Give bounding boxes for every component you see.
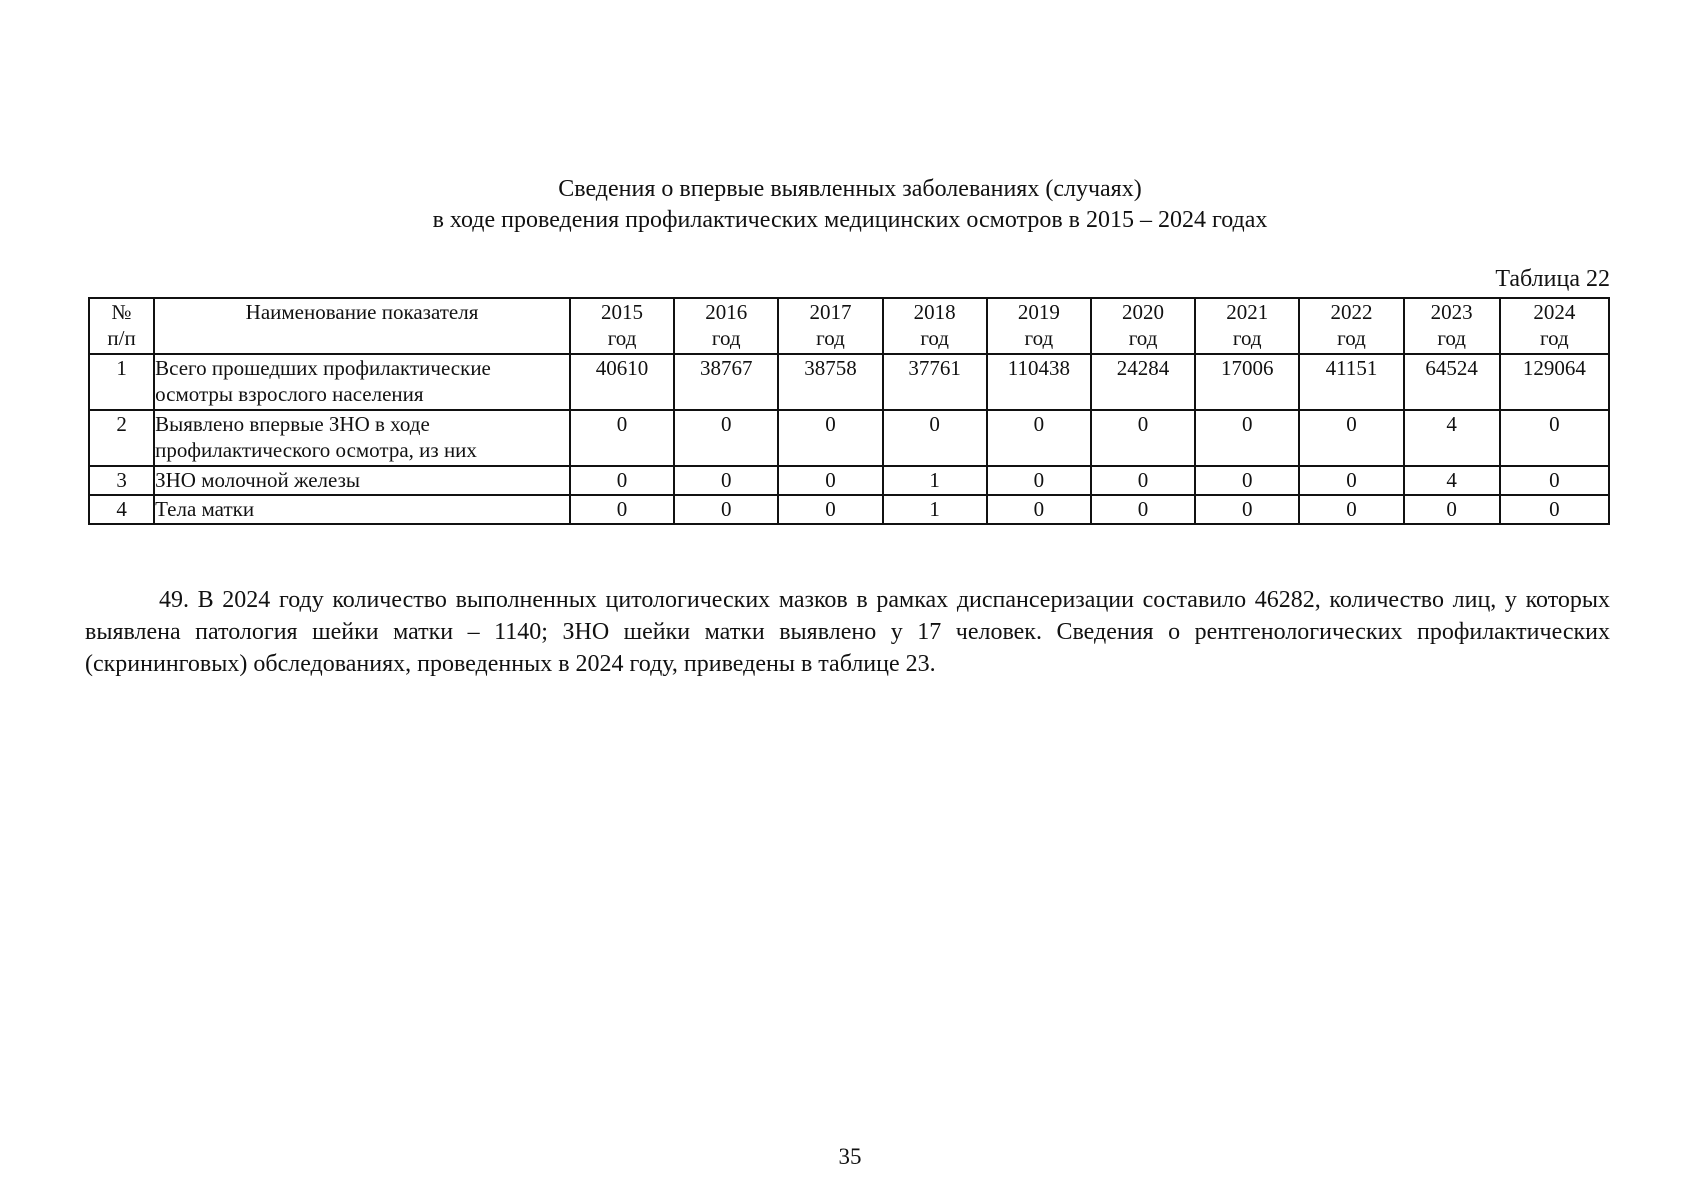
- header-year-suffix: год: [1540, 326, 1569, 350]
- header-year: 2015: [601, 300, 644, 324]
- value-cell: 4: [1404, 466, 1500, 495]
- row-indicator-name: Всего прошедших профилактические осмотры взрослого населения: [154, 354, 570, 410]
- header-year-suffix: год: [816, 326, 845, 350]
- value-cell: 24284: [1091, 354, 1195, 410]
- value-cell: 110438: [987, 354, 1091, 410]
- value-cell: 0: [1195, 466, 1299, 495]
- value-cell: 0: [1404, 495, 1500, 524]
- value-cell: 0: [987, 495, 1091, 524]
- row-number: 2: [89, 410, 154, 466]
- value-cell: 17006: [1195, 354, 1299, 410]
- value-cell: 40610: [570, 354, 674, 410]
- header-pp: п/п: [107, 326, 136, 350]
- value-cell: 0: [570, 466, 674, 495]
- document-title-line-2: в ходе проведения профилактических медицинских осмотров в 2015 – 2024 годах: [432, 207, 1268, 233]
- value-cell: 0: [1299, 495, 1403, 524]
- value-cell: 0: [1091, 466, 1195, 495]
- value-cell: 38758: [778, 354, 882, 410]
- header-year-suffix: год: [607, 326, 637, 350]
- row-indicator-name: Выявлено впервые ЗНО в ходе профилактического осмотра, из них: [154, 410, 570, 466]
- table-label: Таблица 22: [1495, 266, 1610, 292]
- data-table: [88, 297, 1610, 525]
- header-year: 2023: [1430, 300, 1473, 324]
- header-year-2022: [1299, 298, 1403, 354]
- value-cell: 0: [883, 410, 987, 466]
- value-cell: 0: [778, 466, 882, 495]
- row-number: 1: [89, 354, 154, 410]
- header-year-suffix: год: [711, 326, 741, 350]
- header-year: 2022: [1330, 300, 1373, 324]
- table-row: [89, 354, 1609, 410]
- header-year-suffix: год: [1232, 326, 1262, 350]
- row-indicator-name: ЗНО молочной железы: [154, 466, 570, 495]
- value-cell: 37761: [883, 354, 987, 410]
- header-year-suffix: год: [1337, 326, 1366, 350]
- header-year: 2018: [913, 300, 956, 324]
- value-cell: 0: [1500, 466, 1609, 495]
- value-cell: 0: [778, 495, 882, 524]
- table-row: [89, 466, 1609, 495]
- header-year: 2019: [1017, 300, 1060, 324]
- value-cell: 0: [987, 466, 1091, 495]
- document-title-line-1: Сведения о впервые выявленных заболеваниях (случаях): [558, 176, 1142, 202]
- value-cell: 1: [883, 466, 987, 495]
- row-indicator-name: Тела матки: [154, 495, 570, 524]
- row-number: 3: [89, 466, 154, 495]
- value-cell: 1: [883, 495, 987, 524]
- value-cell: 0: [1500, 410, 1609, 466]
- page-number: 35: [838, 1144, 862, 1169]
- value-cell: 0: [1091, 410, 1195, 466]
- table-header-row: [89, 298, 1609, 354]
- header-year-2019: [987, 298, 1091, 354]
- table-row: [89, 410, 1609, 466]
- body-paragraph: 49. В 2024 году количество выполненных цитологических мазков в рамках диспансеризации составило 46282, количество лиц, у которых выявлена патология шейки матки – 1140; ЗНО шейки матки выявлено у 17 человек. Сведения о рентгенологических профилактических (скрининговых) обследованиях, проведенных в 2024 году, приведены в таблице 23.: [85, 587, 1610, 677]
- value-cell: 0: [674, 410, 778, 466]
- value-cell: 0: [778, 410, 882, 466]
- value-cell: 38767: [674, 354, 778, 410]
- value-cell: 64524: [1404, 354, 1500, 410]
- header-row-number: [89, 298, 154, 354]
- header-year: 2024: [1533, 300, 1576, 324]
- value-cell: 0: [987, 410, 1091, 466]
- header-year-suffix: год: [1128, 326, 1158, 350]
- header-year-2015: [570, 298, 674, 354]
- header-year-suffix: год: [1024, 326, 1054, 350]
- value-cell: 41151: [1299, 354, 1403, 410]
- header-number-sign: №: [111, 300, 132, 324]
- header-year-suffix: год: [920, 326, 949, 350]
- value-cell: 0: [1299, 466, 1403, 495]
- row-number: 4: [89, 495, 154, 524]
- header-year: 2016: [705, 300, 748, 324]
- value-cell: 0: [570, 410, 674, 466]
- value-cell: 0: [1500, 495, 1609, 524]
- header-year: 2020: [1122, 300, 1165, 324]
- value-cell: 0: [674, 466, 778, 495]
- header-year-suffix: год: [1437, 326, 1466, 350]
- value-cell: 4: [1404, 410, 1500, 466]
- value-cell: 0: [1091, 495, 1195, 524]
- table-row: [89, 495, 1609, 524]
- header-year-2023: [1404, 298, 1500, 354]
- header-year: 2021: [1226, 300, 1269, 324]
- value-cell: 0: [1195, 495, 1299, 524]
- header-year: 2017: [809, 300, 852, 324]
- value-cell: 0: [1299, 410, 1403, 466]
- header-year-2024: [1500, 298, 1609, 354]
- header-year-2018: [883, 298, 987, 354]
- value-cell: 0: [1195, 410, 1299, 466]
- value-cell: 129064: [1500, 354, 1609, 410]
- header-year-2016: [674, 298, 778, 354]
- value-cell: 0: [570, 495, 674, 524]
- header-year-2017: [778, 298, 882, 354]
- value-cell: 0: [674, 495, 778, 524]
- header-year-2021: [1195, 298, 1299, 354]
- header-year-2020: [1091, 298, 1195, 354]
- header-indicator-name: Наименование показателя: [154, 298, 570, 354]
